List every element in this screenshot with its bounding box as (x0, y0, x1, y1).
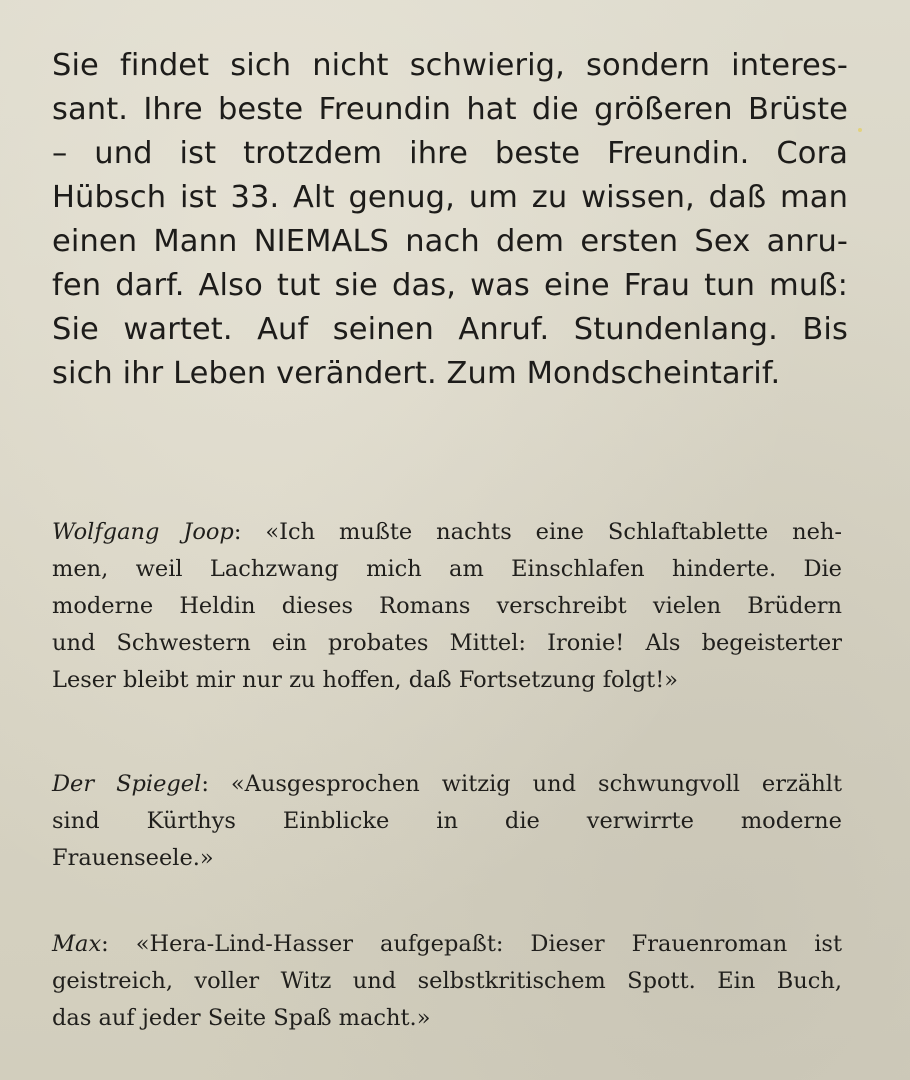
quote-source: Der Spiegel (52, 771, 202, 797)
quote-text: : «Hera-Lind-Hasser aufgepaßt: Dieser Frauenroman ist (101, 931, 842, 957)
press-quote (52, 766, 842, 877)
quote-line: sind Kürthys Einblicke in die verwirrte moderne (52, 808, 842, 834)
quote-source: Max (52, 931, 102, 957)
quote-line: geistreich, voller Witz und selbstkritischem Spott. Ein Buch, (52, 968, 842, 994)
quote-text: : «Ich mußte nachts eine Schlaftablette neh- (233, 519, 842, 545)
blurb-line: sich ihr Leben verändert. Zum Mondscheintarif. (52, 356, 781, 391)
blurb-line: Hübsch ist 33. Alt genug, um zu wissen, daß man (52, 180, 848, 215)
quote-line (52, 514, 842, 551)
quote-line: Leser bleibt mir nur zu hoffen, daß Fortsetzung folgt!» (52, 667, 679, 693)
quote-source: Wolfgang Joop (52, 519, 234, 545)
quote-line: und Schwestern ein probates Mittel: Ironie! Als begeisterter (52, 630, 842, 656)
blurb-line: fen darf. Also tut sie das, was eine Frau tun muß: (52, 268, 848, 303)
blurb-line: Sie findet sich nicht schwierig, sondern interes- (52, 48, 848, 83)
quote-line: Frauenseele.» (52, 845, 214, 871)
quote-line (52, 766, 842, 803)
quote-text: : «Ausgesprochen witzig und schwungvoll erzählt (201, 771, 842, 797)
quote-line: men, weil Lachzwang mich am Einschlafen hinderte. Die (52, 556, 842, 582)
press-quote (52, 514, 842, 699)
blurb-line: einen Mann NIEMALS nach dem ersten Sex anru- (52, 224, 848, 259)
blurb-line: sant. Ihre beste Freundin hat die größeren Brüste (52, 92, 848, 127)
blurb-line: Sie wartet. Auf seinen Anruf. Stundenlang. Bis (52, 312, 848, 347)
press-quote (52, 926, 842, 1037)
quote-line (52, 926, 842, 963)
paper-speck (858, 128, 862, 132)
blurb-paragraph (52, 44, 848, 396)
blurb-line: – und ist trotzdem ihre beste Freundin. Cora (52, 136, 848, 171)
quote-line: moderne Heldin dieses Romans verschreibt vielen Brüdern (52, 593, 842, 619)
quote-line: das auf jeder Seite Spaß macht.» (52, 1005, 431, 1031)
